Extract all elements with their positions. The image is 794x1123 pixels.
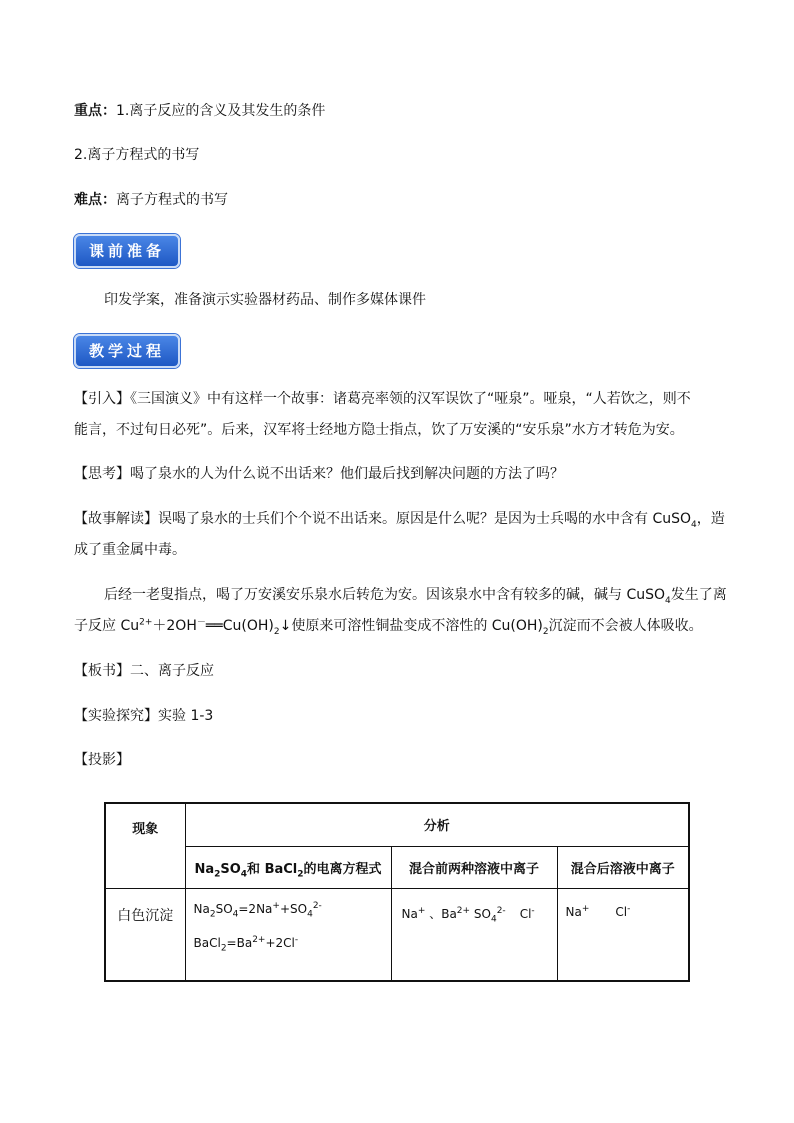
projection-line: 【投影】 [74,752,130,768]
later-text-b: 发生了离 [670,587,727,603]
later-sub: 4 [665,595,671,606]
eq-sub-1: 2 [273,626,280,637]
header-analysis: 分析 [185,803,689,846]
difficulty-label: 难点： [74,192,116,208]
eq-sub-2: 2 [542,626,549,637]
e1-a: Na [193,901,210,916]
eq-part-e: 沉淀而不会被人体吸收。 [548,618,703,634]
header-phenomenon: 现象 [105,803,185,888]
h-sub-b: 4 [240,869,248,880]
b-cp: 2- [496,905,506,916]
a-b: Cl [615,904,628,919]
b-ds: - [531,905,535,916]
h-so: SO [220,861,241,877]
eq-part-a: 子反应 Cu [74,618,140,634]
e1-d: +SO [279,901,308,916]
e2-as: 2 [220,942,227,953]
think-line: 【思考】喝了泉水的人为什么说不出话来？他们最后找到解决问题的方法了吗？ [74,466,564,482]
experiment-line: 【实验探究】实验 1-3 [74,708,214,724]
eq-part-c: ══Cu(OH) [205,618,274,634]
analysis-table [104,802,690,982]
a-bs: - [627,903,631,914]
focus-line [74,101,325,121]
header-ions-before: 混合前两种溶液中离子 [391,846,557,888]
b-as: + [417,905,426,916]
difficulty-line [74,190,228,210]
e1-b: SO [215,901,233,916]
h-sub-a: 2 [214,869,221,880]
later-text-a: 后经一老叟指点，喝了万安溪安乐泉水后转危为安。因该泉水中含有较多的碱，碱与 CuSO [104,587,666,603]
equation-bacl2 [193,934,383,953]
h-bacl: 和 BaCl [247,861,298,877]
h-na: Na [194,861,215,877]
b-b: 、Ba [425,906,457,921]
later-line-2 [74,616,703,636]
a-as: + [581,903,590,914]
intro-line-1: 【引入】《三国演义》中有这样一个故事：诸葛亮率领的汉军误饮了“哑泉”。哑泉，“人若饮之，则不 [74,391,691,407]
board-line: 【板书】二、离子反应 [74,663,214,679]
cell-ions-before [391,888,557,981]
e2-b: =Ba [226,935,253,950]
header-ions-after: 混合后溶液中离子 [557,846,689,888]
equation-na2so4 [193,900,383,919]
e2-a: BaCl [193,935,221,950]
e2-cs: - [294,934,299,945]
h-tail: 的电离方程式 [303,861,382,877]
b-c: SO [470,906,491,921]
section-badge-process: 教学过程 [74,334,180,368]
eq-part-d: ↓使原来可溶性铜盐变成不溶性的 Cu(OH) [279,618,543,634]
difficulty-text: 离子方程式的书写 [116,192,228,208]
story-line-1 [74,509,725,529]
focus-label: 重点： [74,103,116,119]
e1-bs: 4 [232,908,239,919]
intro-line-2: 能言，不过旬日必死”。后来，汉军将士经地方隐士指点，饮了万安溪的“安乐泉”水方才转危为安。 [74,422,684,438]
b-d: Cl [519,906,532,921]
eq-part-b: ＋2OH [152,618,197,634]
header-ionization-equation [185,846,391,888]
e1-cs: + [272,900,280,911]
section-badge-preparation: 课前准备 [74,234,180,268]
e2-c: +2Cl [265,935,295,950]
focus-line-2: 2.离子方程式的书写 [74,147,200,163]
e2-bs: 2+ [252,934,266,945]
b-cs: 4 [490,913,497,924]
focus-text: 1.离子反应的含义及其发生的条件 [116,103,326,119]
b-a: Na [401,906,418,921]
cell-ions-after [557,888,689,981]
e1-ds: 4 [307,908,313,919]
eq-sup-1: 2+ [139,617,153,628]
eq-sup-2: － [196,617,206,628]
cell-phenomenon: 白色沉淀 [105,888,185,981]
story-text-b: ，造 [696,511,725,527]
story-text-a: 【故事解读】误喝了泉水的士兵们个个说不出话来。原因是什么呢？是因为士兵喝的水中含有 CuSO [74,511,692,527]
e1-dp: 2- [312,900,322,911]
story-sub: 4 [691,519,697,530]
a-a: Na [565,904,582,919]
e1-as: 2 [209,908,216,919]
e1-c: =2Na [238,901,273,916]
later-line-1 [104,585,727,605]
preparation-text: 印发学案，准备演示实验器材药品、制作多媒体课件 [104,292,426,308]
cell-equations [185,888,391,981]
h-sub-c: 2 [297,869,304,880]
story-line-2: 成了重金属中毒。 [74,542,186,558]
b-bs: 2+ [456,905,471,916]
